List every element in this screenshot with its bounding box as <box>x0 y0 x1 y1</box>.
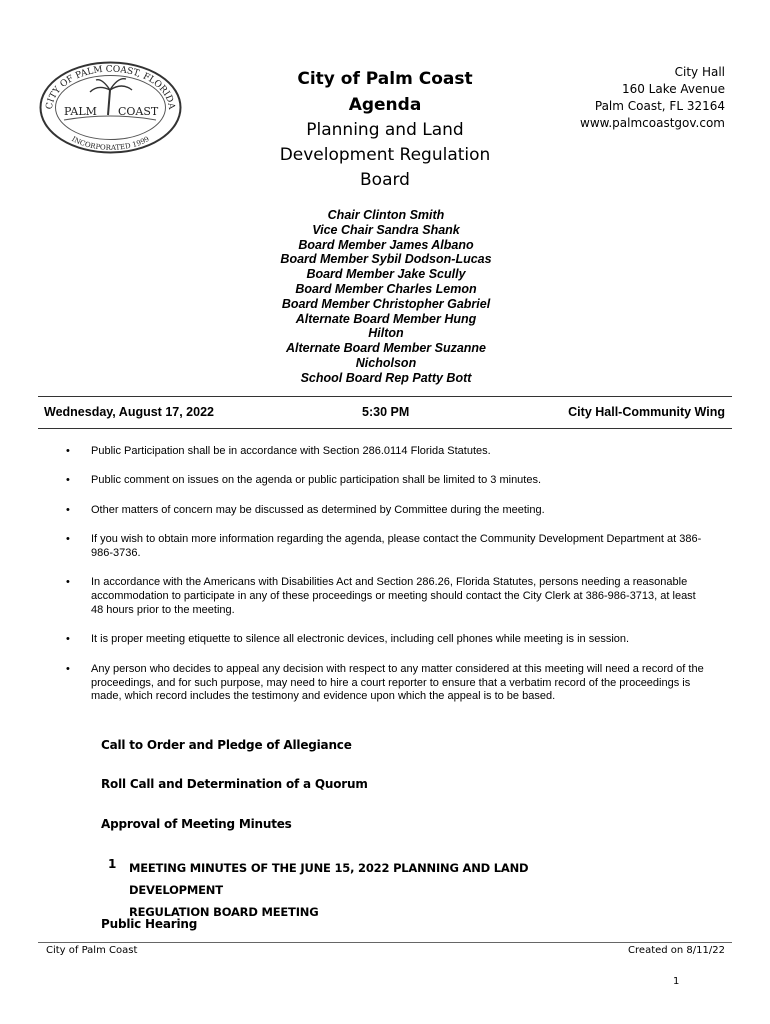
list-item <box>66 533 726 561</box>
address-line: Palm Coast, FL 32164 <box>594 99 725 113</box>
agenda-item-title[interactable] <box>129 857 609 923</box>
bullet-icon: • <box>66 662 70 675</box>
city-hall-address <box>580 64 725 132</box>
divider-top <box>38 396 732 397</box>
member-line: Vice Chair Sandra Shank <box>312 222 460 237</box>
address-line: 160 Lake Avenue <box>621 82 725 96</box>
list-item <box>66 445 726 459</box>
member-line: Board Member Sybil Dodson-Lucas <box>280 252 492 267</box>
page-number: 1 <box>673 976 680 987</box>
bullet-text: Public Participation shall be in accordance with Section 286.0114 Florida Statutes. <box>91 445 491 457</box>
board-members-list <box>270 208 502 386</box>
bullet-text: made, which record includes the testimony and evidence upon which the appeal is to be based. <box>91 690 556 703</box>
member-line: Board Member Christopher Gabriel <box>281 296 491 311</box>
meeting-time: 5:30 PM <box>362 405 410 419</box>
section-roll-call: Roll Call and Determination of a Quorum <box>101 777 368 791</box>
member-line: Board Member Charles Lemon <box>295 281 477 296</box>
member-line: Chair Clinton Smith <box>327 208 445 222</box>
bullet-icon: • <box>66 576 70 589</box>
meeting-location: City Hall-Community Wing <box>568 405 725 419</box>
meeting-date: Wednesday, August 17, 2022 <box>44 405 214 419</box>
member-line: Board Member James Albano <box>298 237 474 252</box>
list-item <box>66 576 726 617</box>
bullet-text: If you wish to obtain more information regarding the agenda, please contact the Community Development Department at 386- <box>91 533 702 546</box>
bullet-text: Public comment on issues on the agenda or public participation shall be limited to 3 minutes. <box>91 474 542 487</box>
city-seal-logo <box>38 60 183 155</box>
svg-text:PALM: PALM <box>64 105 97 118</box>
board-name-line3: Board <box>360 170 410 190</box>
member-line: Nicholson <box>355 355 417 370</box>
svg-text:COAST: COAST <box>118 105 159 118</box>
board-name-line1: Planning and Land <box>306 120 464 140</box>
member-line: School Board Rep Patty Bott <box>300 370 472 385</box>
bullet-icon: • <box>66 503 70 516</box>
section-call-to-order: Call to Order and Pledge of Allegiance <box>101 738 352 752</box>
list-item <box>66 474 726 488</box>
agenda-header <box>270 66 500 193</box>
member-line: Board Member Jake Scully <box>306 267 466 282</box>
member-line: Hilton <box>368 326 404 341</box>
agenda-item-line: MEETING MINUTES OF THE JUNE 15, 2022 PLANNING AND LAND DEVELOPMENT <box>129 861 529 897</box>
member-line: Alternate Board Member Suzanne <box>285 341 487 356</box>
list-item <box>66 504 726 518</box>
divider-bottom <box>38 428 732 429</box>
agenda-item-line: REGULATION BOARD MEETING <box>129 905 319 919</box>
svg-text:INCORPORATED 1999: INCORPORATED 1999 <box>70 135 151 152</box>
bullet-icon: • <box>66 633 70 646</box>
section-approval-minutes: Approval of Meeting Minutes <box>101 817 292 831</box>
list-item <box>66 663 726 704</box>
footer-created-date: Created on 8/11/22 <box>628 945 725 956</box>
bullet-text: 48 hours prior to the meeting. <box>91 603 235 616</box>
bullet-icon: • <box>66 445 70 457</box>
bullet-text: accommodation to participate in any of these proceedings or meeting should contact the City Clerk at 386-986-3713, at least <box>91 590 696 603</box>
bullet-text: proceedings, and for such purpose, may need to hire a court reporter to ensure that a verbatim record of the proceedings is <box>91 676 691 689</box>
bullet-text: 986-3736. <box>91 546 141 559</box>
meeting-rules-list <box>66 445 726 720</box>
board-name-line2: Development Regulation <box>279 145 491 165</box>
bullet-text: Any person who decides to appeal any decision with respect to any matter considered at this meeting will need a record of the <box>91 662 704 675</box>
footer-left: City of Palm Coast <box>46 945 138 956</box>
member-line: Alternate Board Member Hung <box>295 311 477 326</box>
bullet-icon: • <box>66 474 70 487</box>
footer-divider <box>38 942 732 943</box>
agenda-item-number: 1 <box>108 857 117 871</box>
bullet-text: It is proper meeting etiquette to silence all electronic devices, including cell phones while meeting is in session. <box>91 633 630 646</box>
list-item <box>66 633 726 647</box>
bullet-text: In accordance with the Americans with Disabilities Act and Section 286.26, Florida Statutes, persons needing a reasonable <box>91 576 688 589</box>
bullet-icon: • <box>66 533 70 546</box>
website-link[interactable]: www.palmcoastgov.com <box>580 116 725 130</box>
svg-text:CITY OF PALM COAST, FLORIDA: CITY OF PALM COAST, FLORIDA <box>44 64 177 111</box>
agenda-title: Agenda <box>348 95 422 115</box>
city-title: City of Palm Coast <box>297 69 473 89</box>
bullet-text: Other matters of concern may be discussed as determined by Committee during the meeting. <box>91 503 545 516</box>
address-line: City Hall <box>674 65 725 79</box>
section-public-hearing: Public Hearing <box>101 917 198 931</box>
